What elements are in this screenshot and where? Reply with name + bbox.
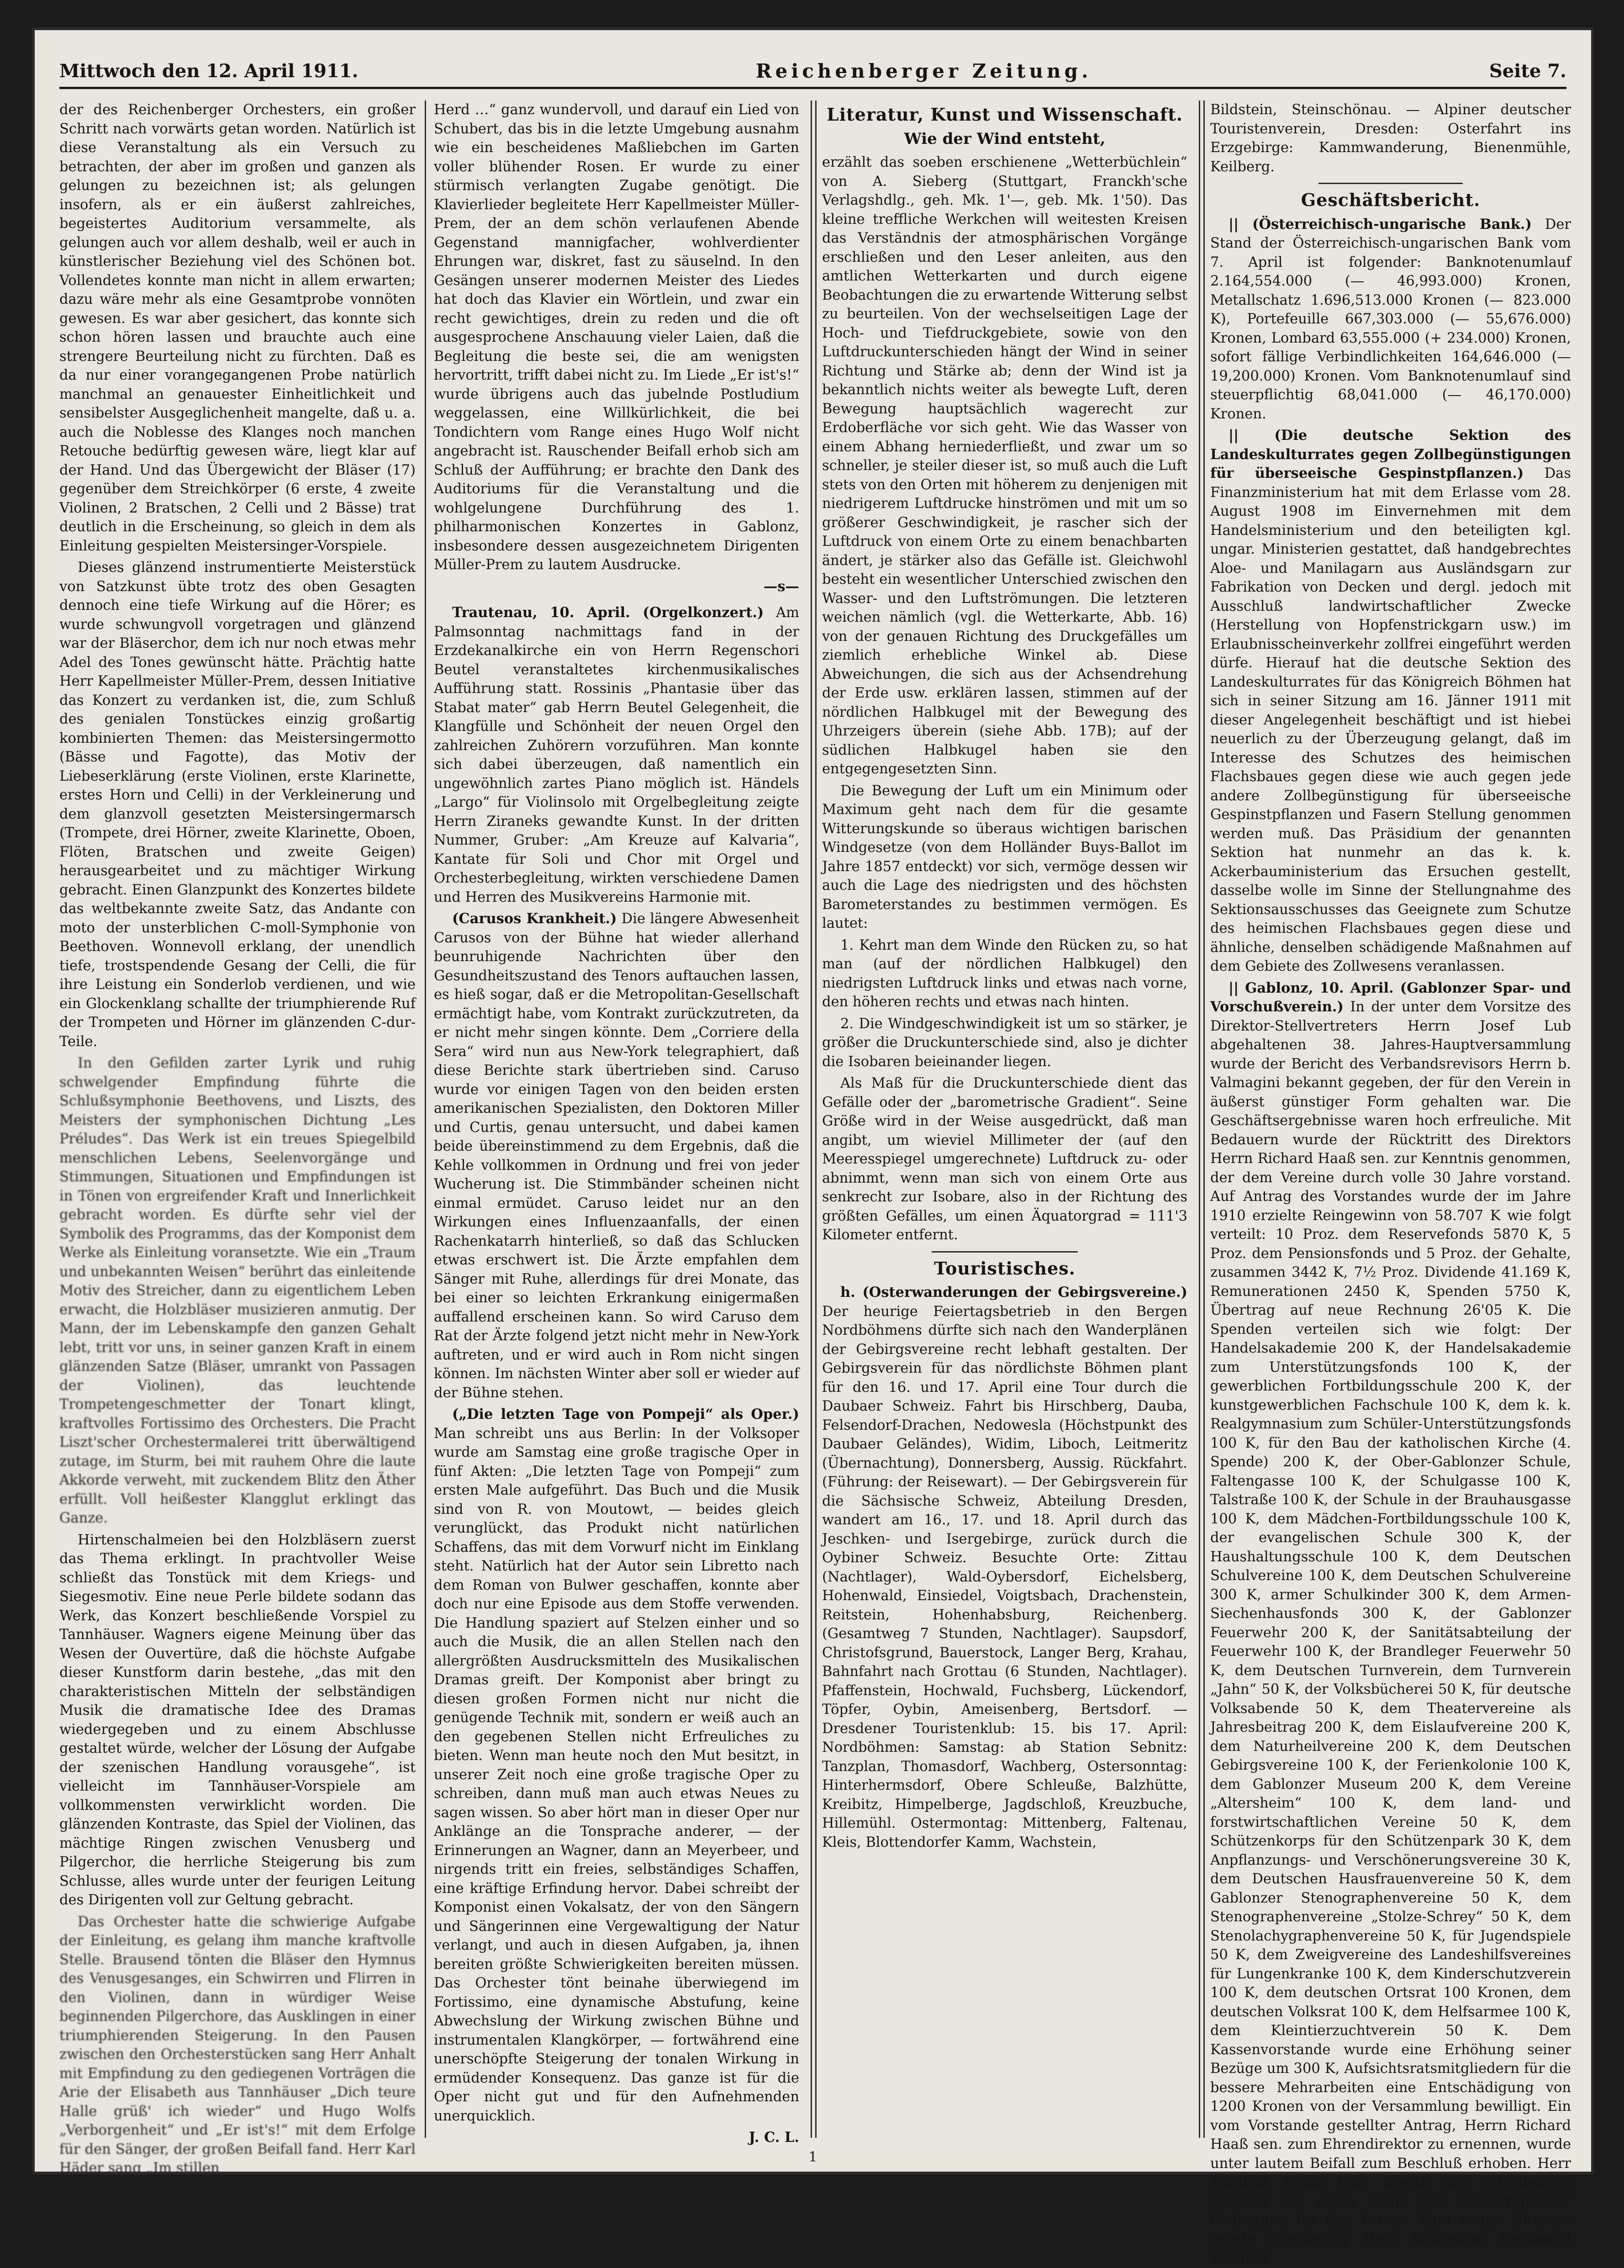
article-paragraph: 2. Die Windgeschwindigkeit ist um so stärker, je größer die Druckunterschiede sind, also je dichter die Isobaren beieinander liegen. [822, 1015, 1187, 1070]
article-trautenau [434, 603, 799, 907]
column-rule-double [1199, 100, 1200, 2138]
article-heading: || Gablonz, 10. April. (Gablonzer Spar- und Vorschußverein.) [1210, 979, 1571, 1015]
column-rule [425, 100, 426, 2138]
article-body: Das Finanzministerium hat mit dem Erlasse vom 28. August 1908 im Einvernehmen mit dem Handelsministerium und den beteiligten kgl. ungar. Ministerien gestattet, daß handgebrechtes Aloe- und Manilagarn aus Ausländsgarn zur Fabrikation von Decken und dergl. jedoch mit Ausschluß landwirtschaftlicher Zwecke (Herstellung von Hopfenstrickgarn usw.) im Erlaubnisscheinverkehr zollfrei eingeführt werden dürfe. Hierauf hat die deutsche Sektion des Landeskulturrates für das Königreich Böhmen hat sich in seiner Sitzung am 16. Jänner 1911 mit dieser Angelegenheit beschäftigt und ist hiebei neuerlich zu der Überzeugung gelangt, daß im Interesse des Schutzes des heimischen Flachsbaues gegen diese wie auch gegen jede andere Zollbegünstigung für überseeische Gespinstpflanzen und Fasern Stellung genommen werden muß. Das Präsidium der genannten Sektion hat nunmehr an das k. k. Ackerbauministerium das Ersuchen gestellt, dasselbe wolle im Sinne der Stellungnahme des Sektionsausschusses das Geeignete zum Schutze des heimischen Flachsbaues gegen diese und ähnliche, denselben schädigende Maßnahmen auf dem Gebiete des Zollwesens veranlassen. [1210, 465, 1571, 974]
article-caruso [434, 909, 799, 1402]
article-heading: („Die letzten Tage von Pompeji“ als Oper.) [452, 1406, 799, 1422]
article-title: Wie der Wind entsteht, [904, 129, 1106, 148]
article-bank [1210, 215, 1571, 424]
article-paragraph: Herd …“ ganz wundervoll, und darauf ein Lied von Schubert, das bis in die letzte Umgebung ausnahm wie ein bescheidenes Maßliebchen im Garten voller blühender Rosen. Er wurde zu einer stürmisch verlangten Zugabe genötigt. Die Klavierlieder begleitete Herr Kapellmeister Müller-Prem, der an dem schön verlaufenen Abende Gegenstand mannigfacher, wohlverdienter Ehrungen war, diskret, fast zu säuselnd. In den Gesängen unserer modernen Meister des Liedes hat doch das Klavier ein Wörtlein, und zwar ein recht gewichtiges, drein zu reden und die oft ausgesprochene Anschauung vieler Laien, daß die Begleitung die beste sei, die am wenigsten hervortritt, trifft dabei nicht zu. Im Liede „Er ist's!“ wurde übrigens auch das jubelnde Postludium weggelassen, eine Willkürlichkeit, die bei Tondichtern vom Range eines Hugo Wolf nicht angebracht ist. Rauschender Beifall erhob sich am Schluß der Aufführung; er brachte den Dank des Auditoriums für die Veranstaltung und die wohlgelungene Durchführung des 1. philharmonischen Konzertes in Gablonz, insbesondere dessen ausgezeichnetem Dirigenten Müller-Prem zu lautem Ausdrucke. [434, 102, 799, 573]
article-pompeji [434, 1405, 799, 2125]
article-heading: || (Österreichisch-ungarische Bank.) [1229, 216, 1532, 233]
page-number: Seite 7. [1489, 60, 1566, 82]
article-signature: —s— [763, 578, 799, 595]
article-paragraph: Hirtenschalmeien bei den Holzbläsern zuerst das Thema erklingt. In prachtvoller Weise schließt das Tonstück mit dem Kriegs- und Siegesmotiv. Eine neue Perle bildete sodann das Werk, das Konzert beschließende Vorspiel zu Tannhäuser. Wagners eigene Meinung über das Wesen der Ouvertüre, daß die höchste Aufgabe dieser Kunstform darin bestehe, „das mit den charakteristischen Mitteln der selbständigen Musik die dramatische Idee des Dramas wiedergegeben und zu einem Abschlusse gestaltet würde, welcher der Lösung der Aufgabe der szenischen Handlung vorausgehe“, ist vielleicht im Tannhäuser-Vorspiele am vollkommensten verwirklicht worden. Die glänzenden Kontraste, das Spiel der Violinen, das mächtige Ringen zwischen Venusberg und Pilgerchor, die herrliche Steigerung bis zum Schlusse, alles wurde unter der feurigen Leitung des Dirigenten voll zur Geltung gebracht. [59, 1532, 416, 1908]
article-signature: J. C. L. [749, 2129, 799, 2146]
article-body: Der heurige Feiertagsbetrieb in den Bergen Nordböhmens dürfte sich nach den Wanderplänen der Gebirgsvereine recht lebhaft gestalten. Der Gebirgsverein für das nördlichste Böhmen plant für den 16. und 17. April eine Tour durch die Daubaer Schweiz. Fahrt bis Hirschberg, Dauba, Felsendorf-Drachen, Nedowesla (Höchstpunkt des Daubaer Geländes), Widim, Liboch, Leitmeritz (Übernachtung), Donnersberg, Aussig. Rückfahrt. (Führung: der Reisewart). — Der Gebirgsverein für die Sächsische Schweiz, Abteilung Dresden, wandert am 16., 17. und 18. April durch das Jeschken- und Isergebirge, zurück durch die Oybiner Schweiz. Besuchte Orte: Zittau (Nachtlager), Wald-Oybersdorf, Eichelsberg, Hohenwald, Einsiedel, Voigtsbach, Drachenstein, Reitstein, Hohenhabsburg, Reichenberg. (Gesamtweg 7 Stunden, Nachtlager). Saupsdorf, Christofsgrund, Bauerstock, Langer Berg, Krahau, Bahnfahrt nach Grottau (6 Stunden, Nachtlager). Pfaffenstein, Hochwald, Fuchsberg, Lückendorf, Töpfer, Oybin, Ameisenberg, Bertsdorf. — Dresdener Touristenklub: 15. bis 17. April: Nordböhmen: Samstag: ab Station Sebnitz: Tanzplan, Thomasdorf, Wachberg, Ostersonntag: Hinterhermsdorf, Obere Schleuße, Balzhütte, Kreibitz, Himpelberge, Jagdschloß, Kreuzbuche, Hillemühl. Ostermontag: Mittenberg, Faltenau, Kleis, Blottendorfer Kamm, Wachstein, [822, 1303, 1187, 1850]
column-rule-double [811, 100, 812, 2138]
article-paragraph: erzählt das soeben erschienene „Wetterbüchlein“ von A. Sieberg (Stuttgart, Franckh'sche Verlagshdlg., geh. Mk. 1'—, geb. Mk. 1'50). Das kleine treffliche Werkchen will weitesten Kreisen das Verständnis der atmosphärischen Vorgänge erschließen und den Leser anleiten, aus den amtlichen Wetterkarten und durch eigene Beobachtungen die zu erwartende Witterung selbst zu beurteilen. Von der wechselseitigen Lage der Hoch- und Tiefdruckgebiete, sowie von den Luftdruckunterschieden hängt der Wind in seiner Richtung und Stärke ab; denn der Wind ist ja bekanntlich nichts weiter als bewegte Luft, deren Bewegung hauptsächlich wagerecht zur Erdoberfläche vor sich geht. Wie das Wasser von einem Abhang herniederfließt, und zwar um so schneller, je steiler dieser ist, so muß auch die Luft stets von den Orten mit höherem zu denjenigen mit niedrigerem Luftdrucke hinströmen und mit um so größerer Geschwindigkeit, je rascher sich der Luftdruck von einem Orte zu einem benachbarten ändert, je stärker also das Gefälle ist. Gleichwohl besteht ein wesentlicher Unterschied zwischen den Wasser- und den Luftströmungen. Die letzteren weichen nämlich (vgl. die Wetterkarte, Abb. 16) von der genauen Richtung des Druckgefälles um ziemlich erhebliche Winkel ab. Diese Abweichungen, die sich aus der Achsendrehung der Erde usw. erklären lassen, stimmen auf der nördlichen Halbkugel mit der Bewegung des Uhrzeigers überein (siehe Abb. 17B); auf der südlichen Halbkugel haben sie den entgegengesetzten Sinn. [822, 154, 1187, 777]
article-paragraph: Bildstein, Steinschönau. — Alpiner deutscher Touristenverein, Dresden: Osterfahrt ins Erzgebirge: Kammwanderung, Bienenmühle, Keilberg. [1210, 102, 1571, 175]
issue-date: Mittwoch den 12. April 1911. [59, 60, 359, 82]
article-body: Man schreibt uns aus Berlin: In der Volksoper wurde am Samstag eine große tragische Oper in fünf Akten: „Die letzten Tage von Pompeji“ zum ersten Male aufgeführt. Das Buch und die Musik sind von R. von Moutowt, — beides gleich verunglückt, das Produkt nicht natürlichen Schaffens, das mit dem Vorwurf nicht im Einklang steht. Natürlich hat der Autor sein Libretto nach dem Roman von Bulwer geschaffen, konnte aber doch nur eine Episode aus dem Stoffe verwenden. Die Handlung spaziert auf Stelzen einher und so auch die Musik, die an allen Stellen nach den allergrößten Ausdrucksmitteln des Musikalischen Dramas greift. Der Komponist aber bringt zu diesen großen Formen nicht nur nicht die genügende Technik mit, sondern er weiß auch an den gegebenen Stellen nicht Erfreuliches zu bieten. Wenn man heute noch den Mut besitzt, in unserer Zeit noch eine große tragische Oper zu schreiben, dann muß man auch etwas Neues zu sagen wissen. So aber hört man in dieser Oper nur Anklänge an die Tonsprache anderer, — der Erinnerungen an Wagner, dann an Meyerbeer, und nirgends tritt ein freies, selbständiges Schaffen, eine kräftige Erfindung hervor. Dabei schreibt der Komponist einen Vokalsatz, der von den Sängern und Sängerinnen eine Vergewaltigung der Natur verlangt, und auch in diesen Aufgaben, ja, ihnen bereiten größte Schwierigkeiten bereiten müssen. Das Orchester tönt beinahe überwiegend im Fortissimo, eine dynamische Abstufung, keine Abwechslung der Wirkung zwischen Bühne und instrumentalen Klangkörper, — fortwährend eine unerschöpfte Steigerung der tonalen Wirkung in ermüdender Konsequenz. Das ganze ist für die Oper nicht gut und für den Aufnehmenden unerquicklich. [434, 1425, 799, 2124]
newspaper-page [32, 27, 1594, 2266]
article-paragraph: Die Bewegung der Luft um ein Minimum oder Maximum geht nach dem für die gesamte Witterungskunde so überaus wichtigen barischen Windgesetze (von dem Holländer Buys-Ballot im Jahre 1857 entdeckt) vor sich, vermöge dessen wir auch die Lage des niedrigsten und des höchsten Barometerstandes zu bestimmen vermögen. Es lautet: [822, 782, 1187, 931]
column-1 [59, 100, 416, 2176]
article-body: Am Palmsonntag nachmittags fand in der Erzdekanalkirche ein von Herrn Regenschori Beutel veranstaltetes kirchenmusikalisches Aufführung statt. Rossinis „Phantasie über das Stabat mater“ gab Herrn Beutel Gelegenheit, die Klangfülle und Schönheit der neuen Orgel den zahlreichen Zuhörern vorzuführen. Man konnte sich dabei überzeugen, daß namentlich ein ungewöhnlich zartes Piano möglich ist. Händels „Largo“ für Violinsolo mit Orgelbegleitung zeigte Herrn Ziraneks gewandte Kunst. In der dritten Nummer, Gruber: „Am Kreuze auf Kalvaria“, Kantate für Soli und Chor mit Orgel und Orchesterbegleitung, wirkten verschiedene Damen und Herren des Musikvereins Harmonie mit. [434, 605, 799, 905]
article-paragraph: Das Orchester hatte die schwierige Aufgabe der Einleitung, es gelang ihm manche kraftvolle Stelle. Brausend tönten die Bläser den Hymnus des Venusgesanges, ein Schwirren und Flirren in den Violinen, dann in würdiger Weise beginnenden Pilgerchore, das Ausklingen in einer triumphierenden Steigerung. In den Pausen zwischen den Orchesterstücken sang Herr Anhalt mit Empfindung zu den gediegenen Vorträgen die Arie der Elisabeth aus Tannhäuser „Dich teure Halle grüß' ich wieder“ und Hugo Wolfs „Verborgenheit“ und „Er ist's!“ mit dem Erfolge für den Sänger, der großen Beifall fand. Herr Karl Häder sang „Im stillen [59, 1914, 416, 2176]
article-paragraph: In den Gefilden zarter Lyrik und ruhig schwelgender Empfindung führte die Schlußsymphonie Beethovens, und Liszts, des Meisters der symphonischen Dichtung „Les Préludes“. Das Werk ist ein treues Spiegelbild menschlichen Lebens, Seelenvorgänge und Stimmungen, Situationen und Empfindungen ist in Tönen von ergreifender Kraft und Innerlichkeit gebracht worden. Es dürfte sehr viel der Symbolik des Programms, das der Komponist dem Werke als Einleitung voransetzte. Wie ein „Traum und unbekannten Weisen“ berührt das einleitende Motiv des Streicher, dann zu eigentlichem Leben erwacht, die Holzbläser musizieren anmutig. Der Mann, der im Lebenskampfe den ganzen Gehalt lebt, tritt vor uns, in seiner ganzen Kraft in einem glänzenden Satze (Bläser, umrankt von Passagen der Violinen), das leuchtende Trompetengeschmetter der Tonart klingt, kraftvolles Fortissimo des Orchesters. Die Pracht Liszt'scher Orchestermalerei tritt überwältigend zutage, im Sturm, bei mit rauhem Ohre die laute Akkorde verweht, mit zuckendem Blitz den Äther erfüllt. Voll heißester Klangglut erklingt das Ganze. [59, 1055, 416, 1526]
article-heading: h. (Osterwanderungen der Gebirgsvereine.) [840, 1284, 1187, 1301]
section-heading: Geschäftsbericht. [1301, 190, 1481, 210]
section-divider [932, 1251, 1078, 1253]
page-header [59, 55, 1566, 89]
article-heading: Trautenau, 10. April. (Orgelkonzert.) [452, 604, 764, 621]
article-gablonz [1210, 979, 1571, 2268]
article-touren [822, 1283, 1187, 1852]
section-divider [1318, 183, 1463, 184]
footer-mark: 1 [808, 2149, 817, 2165]
masthead: Reichenberger Zeitung. [755, 59, 1092, 82]
article-body: In der unter dem Vorsitze des Direktor-Stellvertreters Herrn Josef Lub abgehaltenen 38. Jahres-Hauptversammlung wurde der Bericht des Verbandsrevisors Herrn b. Valmagini bekannt gegeben, der für den Verein in äußerst günstiger Form gehalten war. Die Geschäftsergebnisse waren hoch erfreuliche. Mit Bedauern wurde der Rücktritt des Direktors Herrn Richard Haaß sen. zur Kenntnis genommen, der dem Vereine durch volle 30 Jahre vorstand. Auf Antrag des Vorstandes wurde der im Jahre 1910 erzielte Reingewinn von 58.707 K wie folgt verteilt: 10 Proz. dem Reservefonds 5870 K, 5 Proz. dem Pensionsfonds und 5 Proz. der Gehalte, zusammen 3442 K, 7½ Proz. Dividende 41.169 K, Remunerationen 2450 K, Spenden 5750 K, Übertrag auf neue Rechnung 26'05 K. Die Spenden verteilen sich wie folgt: Der Handelsakademie 200 K, der Handelsakademie zum Unterstützungsfonds 100 K, der gewerblichen Fortbildungsschule 200 K, der kunstgewerblichen Fachschule 100 K, dem k. k. Realgymnasium zum Schüler-Unterstützungsfonds 100 K, für den Bau der katholischen Kirche (4. Spende) 200 K, der Ober-Gablonzer Schule, Faltengasse 100 K, der Schulgasse 100 K, Talstraße 100 K, der Schule in der Brauhausgasse 100 K, dem Mädchen-Fortbildungsschule 100 K, der evangelischen Schule 300 K, der Haushaltungsschule 100 K, dem Deutschen Schulvereine 100 K, dem Deutschen Schulvereine 300 K, armer Schulkinder 300 K, dem Armen-Siechenhausfonds 300 K, der Gablonzer Feuerwehr 200 K, der Sanitätsabteilung der Feuerwehr 100 K, der Brandleger Feuerwehr 50 K, dem Deutschen Turnverein, dem Turnverein „Jahn“ 50 K, der Volksbücherei 50 K, für deutsche Volksabende 50 K, dem Theatervereine als Jahresbeitrag 200 K, dem Eislaufvereine 200 K, dem Naturheilvereine 200 K, dem Deutschen Gebirgsvereine 100 K, der Ferienkolonie 100 K, dem Gablonzer Museum 200 K, dem Vereine „Altersheim“ 100 K, dem land- und forstwirtschaftlichen Vereine 50 K, dem Schützenkorps für den Schützenpark 30 K, dem Anpflanzungs- und Verschönerungsvereine 30 K, dem Deutschen Hausfrauenvereine 50 K, dem Gablonzer Stenographenvereine 50 K, dem Stenographenvereine „Stolze-Schrey“ 50 K, dem Stenolachygraphenvereine 50 K, für Jugendspiele 50 K, dem Zweigvereine des Landeshilfsvereines für Lungenkranke 100 K, dem Kinderschutzverein 100 K, dem deutschen Ortsrat 100 Kronen, dem deutschen Volksrat 100 K, dem Helfsarmee 100 K, dem Kleintierzuchtverein 50 K. Dem Kassenvorstande wurde eine Erhöhung seiner Bezüge um 300 K, Aufsichtsratsmitgliedern für die bessere Mehrarbeiten eine Entschädigung von 1200 Kronen von der Versammlung bewilligt. Ein vom Vorstande gestellter Antrag, Herrn Richard Haaß sen. zum Ehrendirektor zu ernennen, wurde unter lautem Beifall zum Beschluß erhoben. Herr Stadtrat Franz Lufe feierte den scheidenden Direktor als einen Mann von hervorragender Bedeutung für den Verein. Zum neuen Direktor wurde einstimmig Herr Kaufmann Ferdinand Schmidt [1210, 999, 1571, 2266]
article-paragraph: 1. Kehrt man dem Winde den Rücken zu, so hat man (auf der nördlichen Halbkugel) den niedrigsten Luftdruck links und etwas nach vorne, den höheren rechts und etwas nach hinten. [822, 937, 1187, 1010]
column-3 [822, 100, 1187, 2138]
article-heading: (Carusos Krankheit.) [452, 910, 617, 927]
column-4 [1210, 100, 1571, 2266]
article-paragraph: der des Reichenberger Orchesters, ein großer Schritt nach vorwärts getan worden. Natürlich ist diese Veranstaltung als ein Versuch zu betrachten, der aber im großen und ganzen als gelungen zu bezeichnen ist; als gelungen insofern, als er ein äußerst zahlreiches, begeistertes Auditorium versammelte, als gelungen auch vor allem deshalb, weil er auch in künstlerischer Beziehung viel des Schönen bot. Vollendetes konnte man nicht in allem erwarten; dazu wäre mehr als eine Gesamtprobe vonnöten gewesen. Es war aber gesichert, das konnte sich schon hören lassen und brauchte auch eine strengere Beurteilung nicht zu fürchten. Daß es da nur einer vorangegangenen Probe natürlich manchmal an genauester Einheitlichkeit und sensibelster Ausgeglichenheit mangelte, daß u. a. auch die Noblesse des Klanges noch manchen Retouche bedürftig gewesen wäre, liegt klar auf der Hand. Und das Übergewicht der Bläser (17) gegenüber dem Streichkörper (6 erste, 4 zweite Violinen, 2 Bratschen, 2 Celli und 2 Bässe) trat deutlich in die Erscheinung, so gleich in dem als Einleitung gespielten Meistersinger-Vorspiele. [59, 102, 416, 554]
column-2 [434, 100, 799, 2146]
article-body: Der Stand der Österreichisch-ungarischen Bank vom 7. April ist folgender: Banknotenumlauf 2.164,554.000 (— 46,993.000) Kronen, Metallschatz 1.696,513.000 Kronen (— 823.000 K), Portefeuille 667,303.000 (— 55,676.000) Kronen, Lombard 63,555.000 (+ 234.000) Kronen, sofort fällige Verbindlichkeiten 164,646.000 (— 19,200.000) Kronen. Vom Banknotenumlauf sind steuerpflichtig 68,041.000 (— 46,170.000) Kronen. [1210, 216, 1571, 422]
section-heading: Literatur, Kunst und Wissenschaft. [826, 104, 1183, 125]
article-landeskulturrat [1210, 426, 1571, 976]
article-paragraph: Dieses glänzend instrumentierte Meisterstück von Satzkunst übte trotz des oben Gesagten dennoch eine tiefe Wirkung auf die Hörer; es wurde schwungvoll vorgetragen und glänzend war der Bläserchor, dem ich nur noch etwas mehr Adel des Tones gewünscht hätte. Prächtig hatte Herr Kapellmeister Müller-Prem, dessen Initiative das Konzert zu verdanken ist, die, zum Schluß des genialen Tonstückes einzig großartig kombinierten Themen: das Meistersingermotto (Bässe und Fagotte), das Motiv der Liebeserklärung (erste Violinen, erste Klarinette, erstes Horn und Celli) in der Verkleinerung und dem glanzvoll gesetzten Meistersingermarsch (Trompete, drei Hörner, zweite Klarinette, Oboen, Flöten, Bratschen und zweite Geigen) herausgearbeitet und zu mächtiger Wirkung gebracht. Einen Glanzpunkt des Konzertes bildete das weltbekannte zweite Satz, das Andante con moto der unsterblichen C-moll-Symphonie von Beethoven. Wonnevoll erklang, der unendlich tiefe, trostspendende Gesang der Celli, die für ihre Leistung ein Sonderlob verdienen, und wie ein Glockenklang schallte der triumphierende Ruf der Trompeten und Hörner im glänzenden C-dur-Teile. [59, 560, 416, 1050]
article-heading: || (Die deutsche Sektion des Landeskulturrates gegen Zollbegünstigungen für überseeische Gespinstpflanzen.) [1210, 427, 1571, 481]
article-paragraph: Als Maß für die Druckunterschiede dient das Gefälle oder der „barometrische Gradient“. Seine Größe wird in der Weise ausgedrückt, daß man angibt, um wieviel Millimeter der (auf den Meeresspiegel umgerechnete) Luftdruck zu- oder abnimmt, wenn man sich von einem Orte aus senkrecht zur Isobare, also in der Richtung des größten Gefälles, um einen Äquatorgrad = 111'3 Kilometer entfernt. [822, 1075, 1187, 1243]
article-body: Die längere Abwesenheit Carusos von der Bühne hat wieder allerhand beunruhigende Nachrichten über den Gesundheitszustand des Tenors auftauchen lassen, es hieß sogar, daß er die Metropolitan-Gesellschaft ermächtigt habe, vom Kontrakt zurückzutreten, da er nicht mehr singen könnte. Dem „Corriere della Sera“ wird nun aus New-York telegraphiert, daß diese Berichte stark übertrieben sind. Caruso wurde vor einigen Tagen von den beiden ersten amerikanischen Spezialisten, den Doktoren Miller und Curtis, genau untersucht, und dabei kamen beide übereinstimmend zu dem Ergebnis, daß die Kehle vollkommen in Ordnung und frei von jeder Wucherung ist. Die Stimmbänder scheinen nicht einmal ermüdet. Caruso leidet nur an den Wirkungen eines Influenzaanfalls, der einen Rachenkatarrh hinterließ, so daß das Schlucken etwas erschwert ist. Die Ärzte empfahlen dem Sänger mit Ruhe, allerdings für drei Monate, das bei einer so leichten Erkrankung einigermaßen auffallend erscheinen kann. So wird Caruso dem Rat der Ärzte folgend jetzt nicht mehr in New-York auftreten, und er wird auch in Rom nicht singen können. Im nächsten Winter aber soll er wieder auf der Bühne stehen. [434, 911, 799, 1401]
section-heading: Touristisches. [934, 1258, 1076, 1279]
